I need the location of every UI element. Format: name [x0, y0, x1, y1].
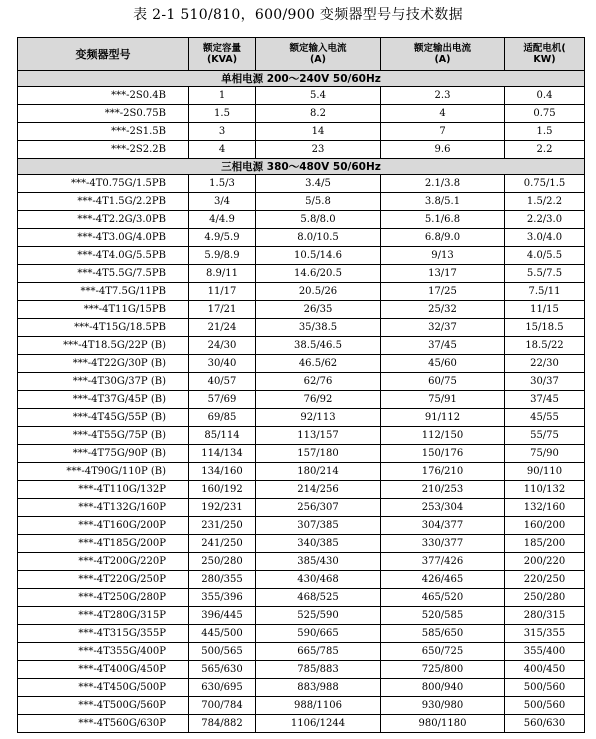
cell-model: ***-4T2.2G/3.0PB	[18, 211, 189, 229]
cell-rated-capacity: 3/4	[189, 193, 256, 211]
cell-model: ***-4T355G/400P	[18, 643, 189, 661]
cell-motor-power: 3.0/4.0	[505, 229, 585, 247]
cell-rated-capacity: 69/85	[189, 409, 256, 427]
cell-rated-capacity: 1.5/3	[189, 175, 256, 193]
cell-input-current: 14.6/20.5	[256, 265, 381, 283]
cell-model: ***-2S0.75B	[18, 105, 189, 123]
cell-rated-capacity: 30/40	[189, 355, 256, 373]
cell-model: ***-4T75G/90P (B)	[18, 445, 189, 463]
cell-output-current: 330/377	[381, 535, 505, 553]
section-label: 三相电源 380～480V 50/60Hz	[18, 159, 585, 175]
cell-rated-capacity: 500/565	[189, 643, 256, 661]
cell-output-current: 2.3	[381, 87, 505, 105]
table-row	[18, 445, 585, 463]
cell-model: ***-4T280G/315P	[18, 607, 189, 625]
table-row	[18, 373, 585, 391]
cell-model: ***-4T7.5G/11PB	[18, 283, 189, 301]
cell-output-current: 520/585	[381, 607, 505, 625]
cell-model: ***-4T15G/18.5PB	[18, 319, 189, 337]
table-row	[18, 337, 585, 355]
cell-model: ***-4T0.75G/1.5PB	[18, 175, 189, 193]
cell-input-current: 35/38.5	[256, 319, 381, 337]
cell-model: ***-4T160G/200P	[18, 517, 189, 535]
table-row	[18, 319, 585, 337]
cell-model: ***-2S2.2B	[18, 141, 189, 159]
cell-motor-power: 200/220	[505, 553, 585, 571]
header-unit: (A)	[434, 54, 451, 65]
cell-input-current: 468/525	[256, 589, 381, 607]
table-row	[18, 463, 585, 481]
cell-motor-power: 75/90	[505, 445, 585, 463]
cell-model: ***-4T1.5G/2.2PB	[18, 193, 189, 211]
cell-input-current: 340/385	[256, 535, 381, 553]
cell-input-current: 590/665	[256, 625, 381, 643]
cell-motor-power: 280/315	[505, 607, 585, 625]
cell-model: ***-4T45G/55P (B)	[18, 409, 189, 427]
cell-input-current: 113/157	[256, 427, 381, 445]
cell-output-current: 980/1180	[381, 715, 505, 733]
cell-input-current: 883/988	[256, 679, 381, 697]
cell-input-current: 307/385	[256, 517, 381, 535]
cell-output-current: 253/304	[381, 499, 505, 517]
cell-rated-capacity: 280/355	[189, 571, 256, 589]
cell-rated-capacity: 241/250	[189, 535, 256, 553]
cell-motor-power: 400/450	[505, 661, 585, 679]
cell-input-current: 256/307	[256, 499, 381, 517]
cell-input-current: 3.4/5	[256, 175, 381, 193]
cell-motor-power: 1.5/2.2	[505, 193, 585, 211]
cell-output-current: 37/45	[381, 337, 505, 355]
cell-motor-power: 11/15	[505, 301, 585, 319]
cell-rated-capacity: 1.5	[189, 105, 256, 123]
cell-model: ***-4T18.5G/22P (B)	[18, 337, 189, 355]
header-line1: 适配电机(	[523, 43, 566, 54]
table-row	[18, 679, 585, 697]
cell-motor-power: 132/160	[505, 499, 585, 517]
cell-rated-capacity: 4/4.9	[189, 211, 256, 229]
cell-output-current: 650/725	[381, 643, 505, 661]
cell-input-current: 5.4	[256, 87, 381, 105]
cell-rated-capacity: 85/114	[189, 427, 256, 445]
table-caption: 表 2-1 510/810，600/900 变频器型号与技术数据	[133, 7, 463, 23]
cell-input-current: 430/468	[256, 571, 381, 589]
cell-rated-capacity: 5.9/8.9	[189, 247, 256, 265]
cell-input-current: 785/883	[256, 661, 381, 679]
header-unit: KW)	[533, 54, 556, 65]
table-row	[18, 427, 585, 445]
table-row	[18, 211, 585, 229]
table-row	[18, 661, 585, 679]
cell-motor-power: 185/200	[505, 535, 585, 553]
cell-model: ***-4T90G/110P (B)	[18, 463, 189, 481]
cell-output-current: 6.8/9.0	[381, 229, 505, 247]
cell-rated-capacity: 3	[189, 123, 256, 141]
cell-rated-capacity: 40/57	[189, 373, 256, 391]
cell-input-current: 988/1106	[256, 697, 381, 715]
cell-motor-power: 1.5	[505, 123, 585, 141]
cell-motor-power: 0.75	[505, 105, 585, 123]
cell-motor-power: 500/560	[505, 679, 585, 697]
cell-rated-capacity: 1	[189, 87, 256, 105]
cell-output-current: 60/75	[381, 373, 505, 391]
cell-input-current: 92/113	[256, 409, 381, 427]
cell-rated-capacity: 355/396	[189, 589, 256, 607]
cell-input-current: 62/76	[256, 373, 381, 391]
cell-output-current: 112/150	[381, 427, 505, 445]
cell-model: ***-4T37G/45P (B)	[18, 391, 189, 409]
inverter-spec-table	[17, 37, 585, 733]
cell-motor-power: 37/45	[505, 391, 585, 409]
header-rated-capacity	[189, 38, 256, 71]
cell-output-current: 210/253	[381, 481, 505, 499]
cell-model: ***-4T22G/30P (B)	[18, 355, 189, 373]
cell-output-current: 3.8/5.1	[381, 193, 505, 211]
cell-rated-capacity: 8.9/11	[189, 265, 256, 283]
cell-input-current: 76/92	[256, 391, 381, 409]
header-line1: 额定容量	[202, 43, 241, 54]
section-row	[18, 159, 585, 175]
table-row	[18, 553, 585, 571]
cell-rated-capacity: 250/280	[189, 553, 256, 571]
cell-output-current: 9.6	[381, 141, 505, 159]
cell-rated-capacity: 784/882	[189, 715, 256, 733]
cell-rated-capacity: 630/695	[189, 679, 256, 697]
table-row	[18, 481, 585, 499]
cell-rated-capacity: 565/630	[189, 661, 256, 679]
table-row	[18, 193, 585, 211]
cell-rated-capacity: 11/17	[189, 283, 256, 301]
cell-motor-power: 30/37	[505, 373, 585, 391]
header-output-current	[381, 38, 505, 71]
table-row	[18, 571, 585, 589]
table-row	[18, 265, 585, 283]
cell-model: ***-4T500G/560P	[18, 697, 189, 715]
cell-input-current: 1106/1244	[256, 715, 381, 733]
cell-rated-capacity: 445/500	[189, 625, 256, 643]
cell-rated-capacity: 114/134	[189, 445, 256, 463]
table-row	[18, 643, 585, 661]
table-body	[18, 71, 585, 733]
cell-model: ***-4T5.5G/7.5PB	[18, 265, 189, 283]
header-unit: (KVA)	[206, 54, 238, 65]
header-motor-power	[505, 38, 585, 71]
table-row	[18, 229, 585, 247]
cell-input-current: 525/590	[256, 607, 381, 625]
table-row	[18, 391, 585, 409]
cell-model: ***-4T3.0G/4.0PB	[18, 229, 189, 247]
cell-output-current: 725/800	[381, 661, 505, 679]
cell-output-current: 930/980	[381, 697, 505, 715]
table-row	[18, 175, 585, 193]
cell-motor-power: 250/280	[505, 589, 585, 607]
cell-motor-power: 15/18.5	[505, 319, 585, 337]
table-row	[18, 247, 585, 265]
cell-output-current: 32/37	[381, 319, 505, 337]
table-row	[18, 625, 585, 643]
cell-model: ***-4T132G/160P	[18, 499, 189, 517]
cell-motor-power: 0.75/1.5	[505, 175, 585, 193]
cell-output-current: 800/940	[381, 679, 505, 697]
cell-motor-power: 315/355	[505, 625, 585, 643]
cell-input-current: 180/214	[256, 463, 381, 481]
cell-motor-power: 90/110	[505, 463, 585, 481]
cell-rated-capacity: 57/69	[189, 391, 256, 409]
cell-input-current: 10.5/14.6	[256, 247, 381, 265]
cell-output-current: 304/377	[381, 517, 505, 535]
header-input-current	[256, 38, 381, 71]
table-row	[18, 141, 585, 159]
cell-output-current: 2.1/3.8	[381, 175, 505, 193]
cell-input-current: 23	[256, 141, 381, 159]
cell-model: ***-4T4.0G/5.5PB	[18, 247, 189, 265]
cell-input-current: 8.0/10.5	[256, 229, 381, 247]
cell-input-current: 157/180	[256, 445, 381, 463]
cell-motor-power: 5.5/7.5	[505, 265, 585, 283]
header-line1: 额定输入电流	[289, 43, 347, 54]
cell-input-current: 38.5/46.5	[256, 337, 381, 355]
cell-rated-capacity: 231/250	[189, 517, 256, 535]
table-row	[18, 499, 585, 517]
header-line1: 额定输出电流	[413, 43, 471, 54]
cell-motor-power: 4.0/5.5	[505, 247, 585, 265]
cell-output-current: 4	[381, 105, 505, 123]
cell-output-current: 25/32	[381, 301, 505, 319]
cell-input-current: 8.2	[256, 105, 381, 123]
table-row	[18, 517, 585, 535]
cell-input-current: 26/35	[256, 301, 381, 319]
table-row	[18, 355, 585, 373]
header-unit: (A)	[309, 54, 327, 65]
cell-model: ***-4T315G/355P	[18, 625, 189, 643]
table-row	[18, 607, 585, 625]
section-label: 单相电源 200～240V 50/60Hz	[18, 71, 585, 87]
cell-rated-capacity: 4.9/5.9	[189, 229, 256, 247]
cell-model: ***-4T400G/450P	[18, 661, 189, 679]
cell-motor-power: 2.2/3.0	[505, 211, 585, 229]
cell-output-current: 5.1/6.8	[381, 211, 505, 229]
cell-rated-capacity: 192/231	[189, 499, 256, 517]
cell-rated-capacity: 24/30	[189, 337, 256, 355]
cell-input-current: 46.5/62	[256, 355, 381, 373]
table-row	[18, 87, 585, 105]
table-row	[18, 123, 585, 141]
cell-model: ***-4T11G/15PB	[18, 301, 189, 319]
table-row	[18, 409, 585, 427]
cell-model: ***-4T110G/132P	[18, 481, 189, 499]
cell-rated-capacity: 134/160	[189, 463, 256, 481]
cell-input-current: 665/785	[256, 643, 381, 661]
cell-rated-capacity: 17/21	[189, 301, 256, 319]
cell-model: ***-4T55G/75P (B)	[18, 427, 189, 445]
table-row	[18, 283, 585, 301]
cell-output-current: 17/25	[381, 283, 505, 301]
cell-rated-capacity: 160/192	[189, 481, 256, 499]
cell-output-current: 426/465	[381, 571, 505, 589]
cell-motor-power: 22/30	[505, 355, 585, 373]
cell-motor-power: 45/55	[505, 409, 585, 427]
cell-model: ***-4T200G/220P	[18, 553, 189, 571]
cell-motor-power: 110/132	[505, 481, 585, 499]
table-header	[18, 38, 585, 71]
cell-input-current: 14	[256, 123, 381, 141]
cell-output-current: 9/13	[381, 247, 505, 265]
cell-motor-power: 500/560	[505, 697, 585, 715]
cell-motor-power: 220/250	[505, 571, 585, 589]
header-model	[18, 38, 189, 71]
cell-motor-power: 55/75	[505, 427, 585, 445]
cell-motor-power: 355/400	[505, 643, 585, 661]
section-row	[18, 71, 585, 87]
cell-input-current: 20.5/26	[256, 283, 381, 301]
cell-output-current: 150/176	[381, 445, 505, 463]
cell-model: ***-2S1.5B	[18, 123, 189, 141]
cell-motor-power: 160/200	[505, 517, 585, 535]
cell-model: ***-4T185G/200P	[18, 535, 189, 553]
cell-output-current: 465/520	[381, 589, 505, 607]
cell-motor-power: 0.4	[505, 87, 585, 105]
cell-rated-capacity: 4	[189, 141, 256, 159]
cell-input-current: 385/430	[256, 553, 381, 571]
cell-output-current: 91/112	[381, 409, 505, 427]
cell-model: ***-4T30G/37P (B)	[18, 373, 189, 391]
table-row	[18, 697, 585, 715]
cell-rated-capacity: 396/445	[189, 607, 256, 625]
cell-output-current: 45/60	[381, 355, 505, 373]
cell-output-current: 377/426	[381, 553, 505, 571]
cell-rated-capacity: 700/784	[189, 697, 256, 715]
cell-input-current: 214/256	[256, 481, 381, 499]
cell-output-current: 176/210	[381, 463, 505, 481]
cell-motor-power: 560/630	[505, 715, 585, 733]
cell-model: ***-2S0.4B	[18, 87, 189, 105]
cell-motor-power: 7.5/11	[505, 283, 585, 301]
table-row	[18, 715, 585, 733]
cell-input-current: 5/5.8	[256, 193, 381, 211]
header-model-label: 变频器型号	[75, 47, 131, 61]
cell-model: ***-4T560G/630P	[18, 715, 189, 733]
cell-motor-power: 2.2	[505, 141, 585, 159]
cell-output-current: 75/91	[381, 391, 505, 409]
table-row	[18, 535, 585, 553]
cell-motor-power: 18.5/22	[505, 337, 585, 355]
cell-model: ***-4T220G/250P	[18, 571, 189, 589]
table-row	[18, 589, 585, 607]
table-row	[18, 105, 585, 123]
cell-input-current: 5.8/8.0	[256, 211, 381, 229]
cell-output-current: 13/17	[381, 265, 505, 283]
table-row	[18, 301, 585, 319]
cell-model: ***-4T450G/500P	[18, 679, 189, 697]
cell-output-current: 585/650	[381, 625, 505, 643]
cell-rated-capacity: 21/24	[189, 319, 256, 337]
cell-model: ***-4T250G/280P	[18, 589, 189, 607]
cell-output-current: 7	[381, 123, 505, 141]
